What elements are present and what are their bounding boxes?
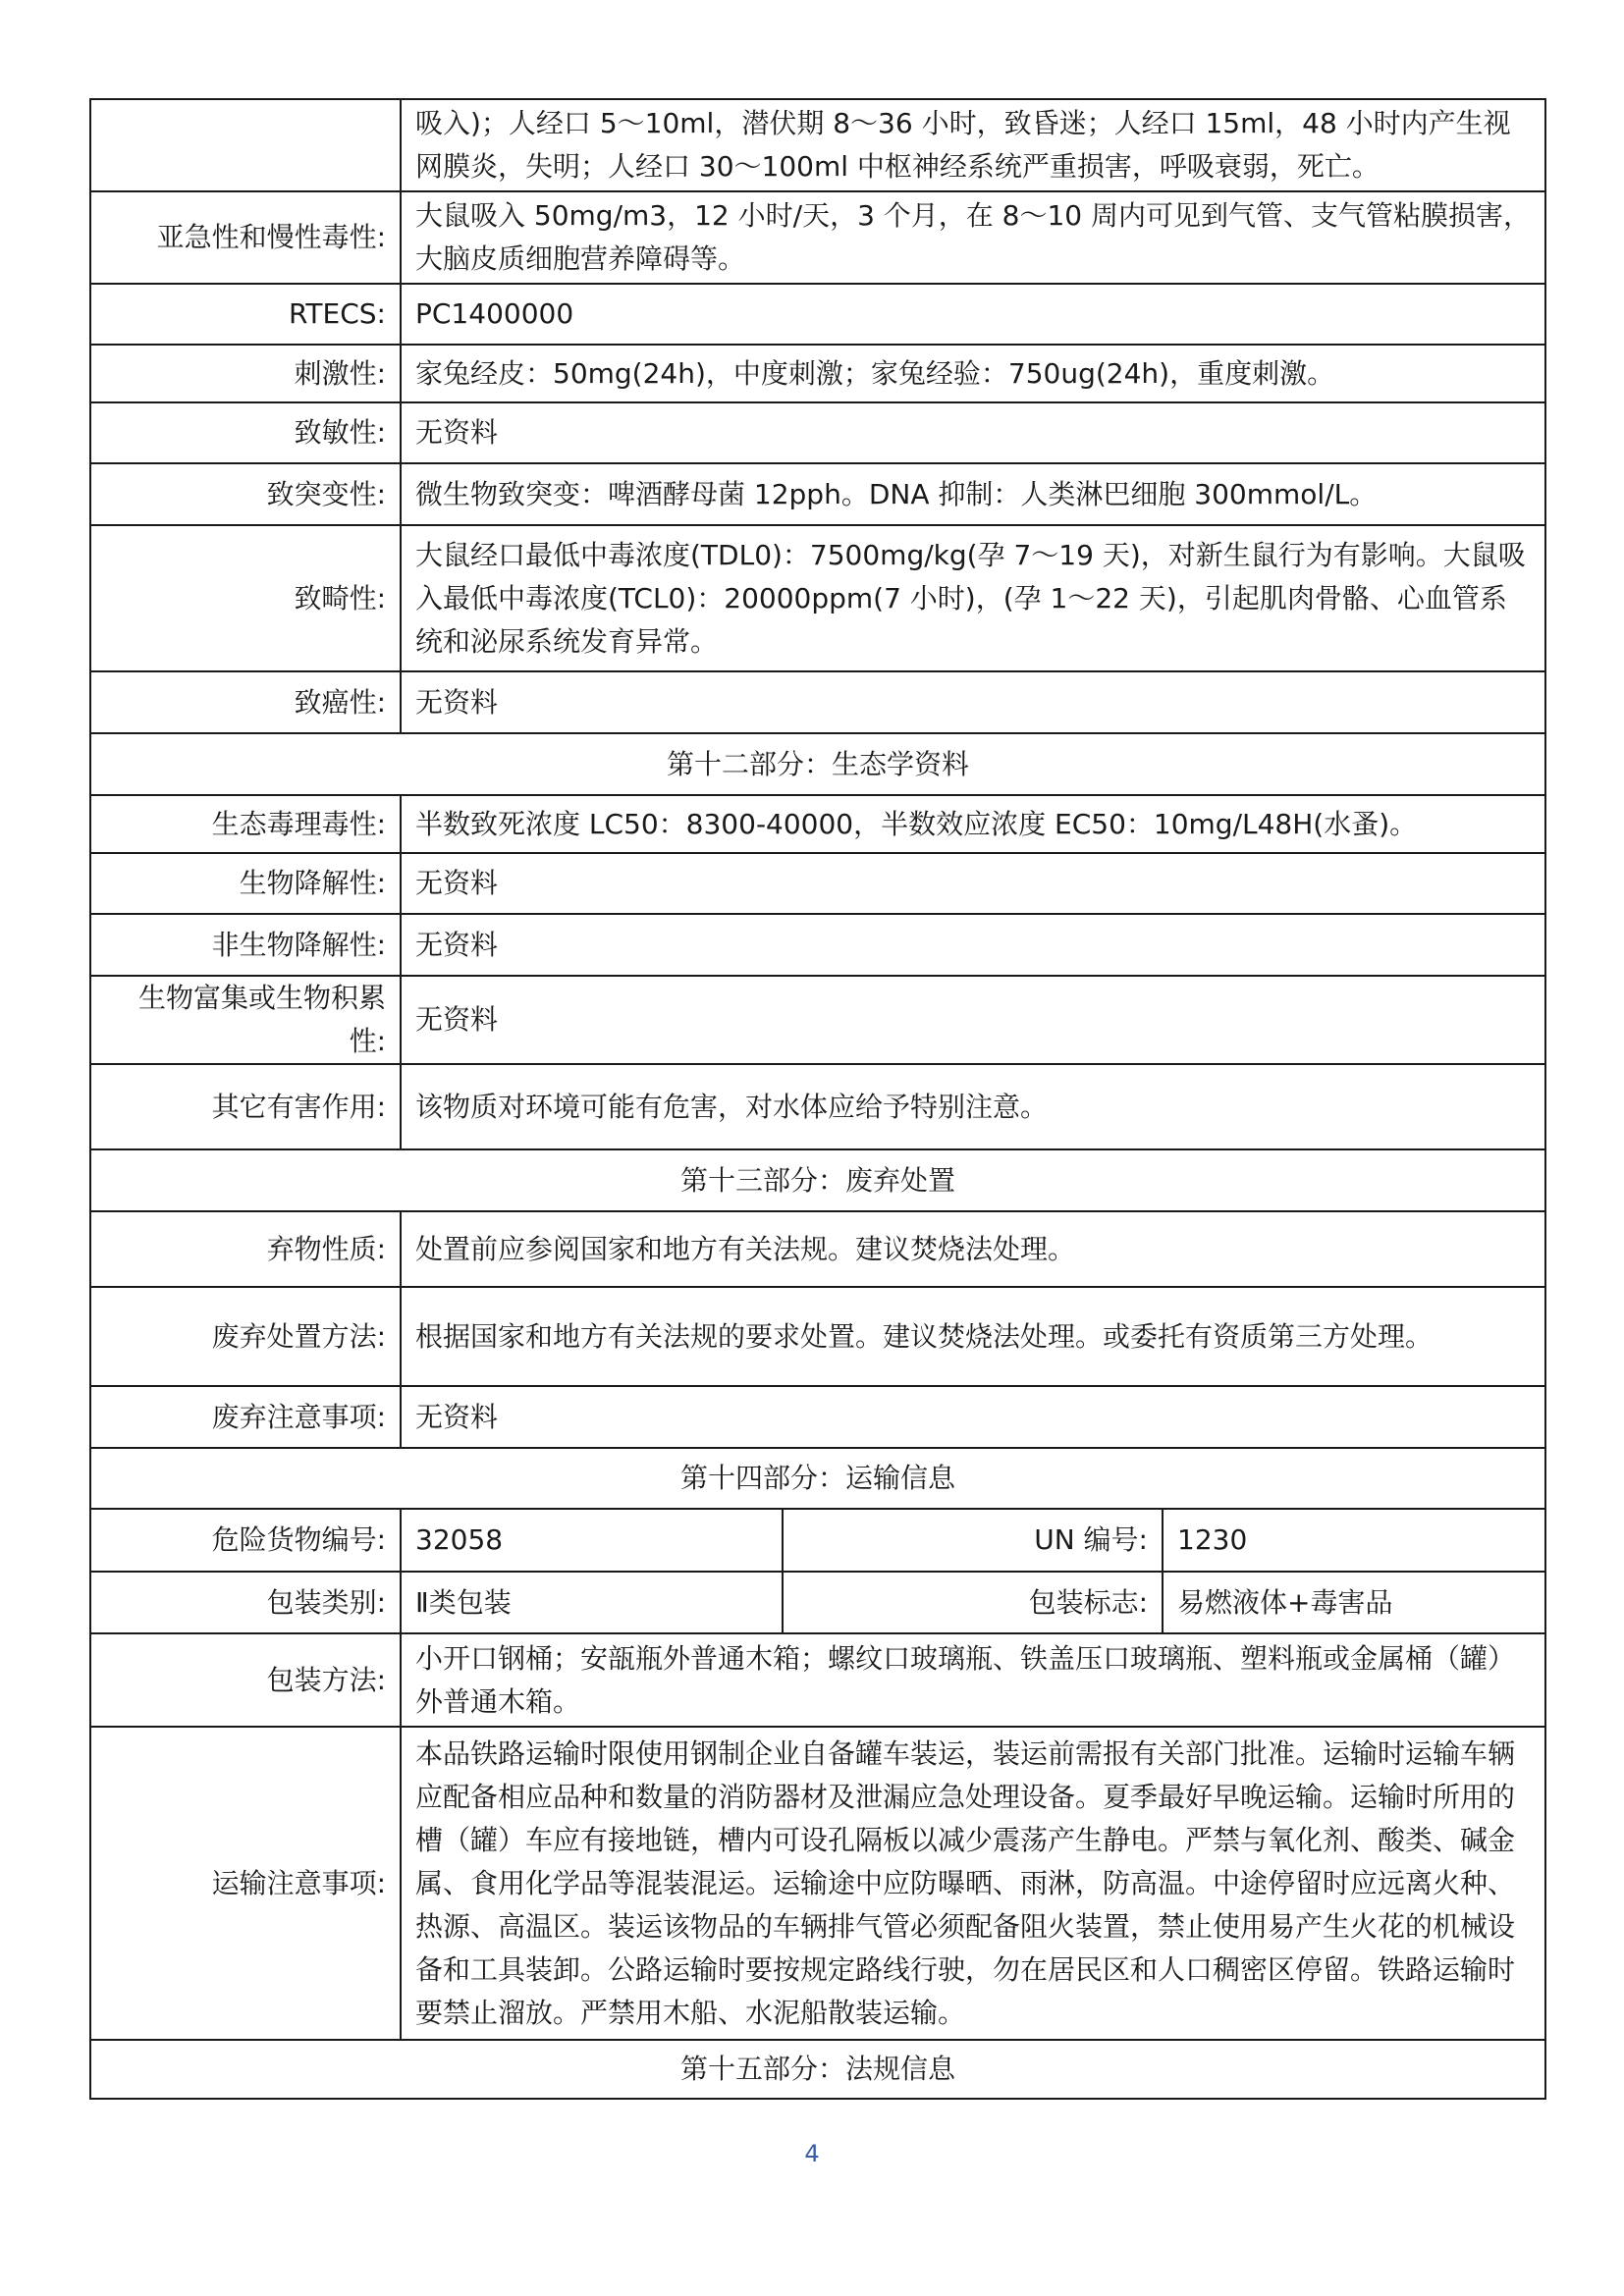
section-header-row [90, 2040, 1545, 2099]
row-value: 处置前应参阅国家和地方有关法规。建议焚烧法处理。 [401, 1211, 1545, 1287]
row-value: 无资料 [401, 671, 1545, 733]
row-label: 废弃处置方法: [90, 1287, 401, 1386]
table-row [90, 1633, 1545, 1727]
row-value: 无资料 [401, 914, 1545, 976]
row-label: RTECS: [90, 284, 401, 345]
row-label: 包装方法: [90, 1633, 401, 1727]
row-label: 致畸性: [90, 525, 401, 671]
row-value: 根据国家和地方有关法规的要求处置。建议焚烧法处理。或委托有资质第三方处理。 [401, 1287, 1545, 1386]
page-number: 4 [804, 2140, 820, 2167]
row-value: 无资料 [401, 402, 1545, 463]
row-label: 刺激性: [90, 345, 401, 402]
table-row [90, 1727, 1545, 2040]
row-value: 家兔经皮：50mg(24h)，中度刺激；家兔经验：750ug(24h)，重度刺激。 [401, 345, 1545, 402]
row-label: 致突变性: [90, 463, 401, 525]
row-label: 运输注意事项: [90, 1727, 401, 2040]
row-value: 本品铁路运输时限使用钢制企业自备罐车装运，装运前需报有关部门批准。运输时运输车辆应配备相应品种和数量的消防器材及泄漏应急处理设备。夏季最好早晚运输。运输时所用的槽（罐）车应有接地链，槽内可设孔隔板以减少震荡产生静电。严禁与氧化剂、酸类、碱金属、食用化学品等混装混运。运输途中应防曝晒、雨淋，防高温。中途停留时应远离火种、热源、高温区。装运该物品的车辆排气管必须配备阻火装置，禁止使用易产生火花的机械设备和工具装卸。公路运输时要按规定路线行驶，勿在居民区和人口稠密区停留。铁路运输时要禁止溜放。严禁用木船、水泥船散装运输。 [401, 1727, 1545, 2040]
row-value: 大鼠吸入 50mg/m3，12 小时/天，3 个月，在 8～10 周内可见到气管、支气管粘膜损害，大脑皮质细胞营养障碍等。 [401, 191, 1545, 284]
pack-mark-value: 易燃液体+毒害品 [1163, 1572, 1545, 1633]
table-row [90, 1386, 1545, 1448]
table-row [90, 284, 1545, 345]
table-row [90, 402, 1545, 463]
un-number-value: 1230 [1163, 1509, 1545, 1572]
table-row [90, 463, 1545, 525]
table-row [90, 1064, 1545, 1149]
table-row [90, 914, 1545, 976]
un-number-label: UN 编号: [783, 1509, 1163, 1572]
row-label: 致癌性: [90, 671, 401, 733]
row-value: 大鼠经口最低中毒浓度(TDL0)：7500mg/kg(孕 7～19 天)，对新生鼠行为有影响。大鼠吸入最低中毒浓度(TCL0)：20000ppm(7 小时)，(孕 1～22 天)，引起肌肉骨骼、心血管系统和泌尿系统发育异常。 [401, 525, 1545, 671]
section-15-title: 第十五部分：法规信息 [90, 2040, 1545, 2099]
pack-class-value: Ⅱ类包装 [401, 1572, 783, 1633]
row-value: 小开口钢桶；安瓿瓶外普通木箱；螺纹口玻璃瓶、铁盖压口玻璃瓶、塑料瓶或金属桶（罐）外普通木箱。 [401, 1633, 1545, 1727]
row-label [90, 99, 401, 191]
pack-mark-label: 包装标志: [783, 1572, 1163, 1633]
row-value: 半数致死浓度 LC50：8300-40000，半数效应浓度 EC50：10mg/L48H(水蚤)。 [401, 795, 1545, 853]
dg-number-label: 危险货物编号: [90, 1509, 401, 1572]
section-14-title: 第十四部分：运输信息 [90, 1448, 1545, 1509]
row-value: 微生物致突变：啤酒酵母菌 12pph。DNA 抑制：人类淋巴细胞 300mmol/L。 [401, 463, 1545, 525]
table-row [90, 99, 1545, 191]
table-row [90, 853, 1545, 914]
row-value: 吸入)；人经口 5～10ml，潜伏期 8～36 小时，致昏迷；人经口 15ml，48 小时内产生视网膜炎，失明；人经口 30～100ml 中枢神经系统严重损害，呼吸衰弱，死亡。 [401, 99, 1545, 191]
section-header-row [90, 1149, 1545, 1211]
table-row [90, 1509, 1545, 1572]
row-value: 无资料 [401, 853, 1545, 914]
table-row [90, 671, 1545, 733]
table-row [90, 191, 1545, 284]
table-row [90, 525, 1545, 671]
table-row [90, 795, 1545, 853]
section-13-title: 第十三部分：废弃处置 [90, 1149, 1545, 1211]
row-label: 生物富集或生物积累性: [90, 976, 401, 1064]
row-value: 无资料 [401, 1386, 1545, 1448]
section-header-row [90, 733, 1545, 795]
sds-table [89, 98, 1546, 2100]
row-label: 致敏性: [90, 402, 401, 463]
section-12-title: 第十二部分：生态学资料 [90, 733, 1545, 795]
table-row [90, 1572, 1545, 1633]
row-value: PC1400000 [401, 284, 1545, 345]
row-label: 弃物性质: [90, 1211, 401, 1287]
table-row [90, 1287, 1545, 1386]
table-row [90, 976, 1545, 1064]
row-label: 废弃注意事项: [90, 1386, 401, 1448]
row-label: 非生物降解性: [90, 914, 401, 976]
section-header-row [90, 1448, 1545, 1509]
row-value: 该物质对环境可能有危害，对水体应给予特别注意。 [401, 1064, 1545, 1149]
pack-class-label: 包装类别: [90, 1572, 401, 1633]
row-label: 生态毒理毒性: [90, 795, 401, 853]
row-value: 无资料 [401, 976, 1545, 1064]
row-label: 其它有害作用: [90, 1064, 401, 1149]
table-row [90, 345, 1545, 402]
table-row [90, 1211, 1545, 1287]
row-label: 亚急性和慢性毒性: [90, 191, 401, 284]
row-label: 生物降解性: [90, 853, 401, 914]
dg-number-value: 32058 [401, 1509, 783, 1572]
